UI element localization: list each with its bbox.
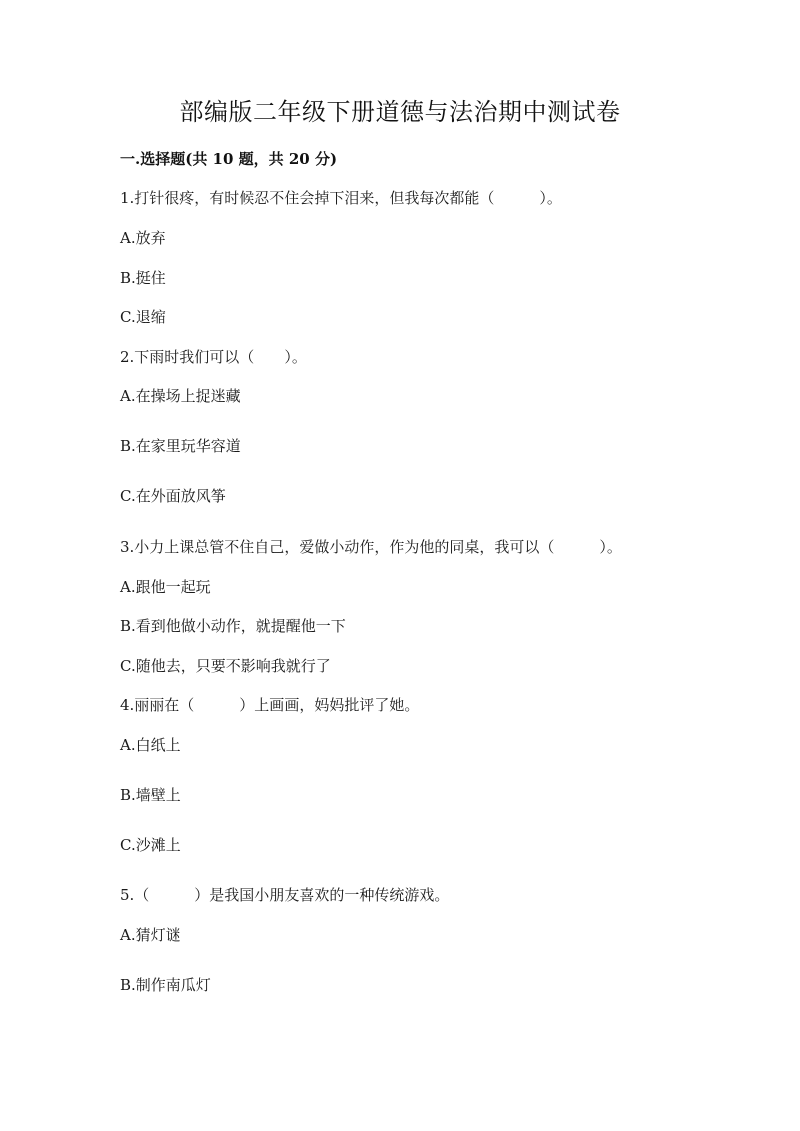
question-3-stem: 3.小力上课总管不住自己，爱做小动作，作为他的同桌，我可以（ ）。 <box>120 538 622 556</box>
question-2-option-b: B.在家里玩华容道 <box>120 437 241 455</box>
question-1-option-a: A.放弃 <box>120 229 166 247</box>
question-4-stem: 4.丽丽在（ ）上画画，妈妈批评了她。 <box>120 696 420 714</box>
question-5-stem: 5.（ ）是我国小朋友喜欢的一种传统游戏。 <box>120 886 450 904</box>
question-1-option-c: C.退缩 <box>120 308 166 326</box>
question-4-option-c: C.沙滩上 <box>120 836 181 854</box>
question-3-option-a: A.跟他一起玩 <box>120 578 211 596</box>
section-heading: 一.选择题(共 10 题，共 20 分) <box>120 150 338 168</box>
question-2-option-c: C.在外面放风筝 <box>120 487 226 505</box>
question-2-stem: 2.下雨时我们可以（ ）。 <box>120 348 307 366</box>
question-1-option-b: B.挺住 <box>120 269 166 287</box>
question-3-option-b: B.看到他做小动作，就提醒他一下 <box>120 617 346 635</box>
question-2-option-a: A.在操场上捉迷藏 <box>120 387 241 405</box>
question-4-option-a: A.白纸上 <box>120 736 181 754</box>
question-5-option-b: B.制作南瓜灯 <box>120 976 211 994</box>
exam-title: 部编版二年级下册道德与法治期中测试卷 <box>179 98 621 126</box>
question-4-option-b: B.墙壁上 <box>120 786 181 804</box>
question-5-option-a: A.猜灯谜 <box>120 926 181 944</box>
question-3-option-c: C.随他去，只要不影响我就行了 <box>120 657 331 675</box>
question-1-stem: 1.打针很疼，有时候忍不住会掉下泪来，但我每次都能（ ）。 <box>120 189 562 207</box>
